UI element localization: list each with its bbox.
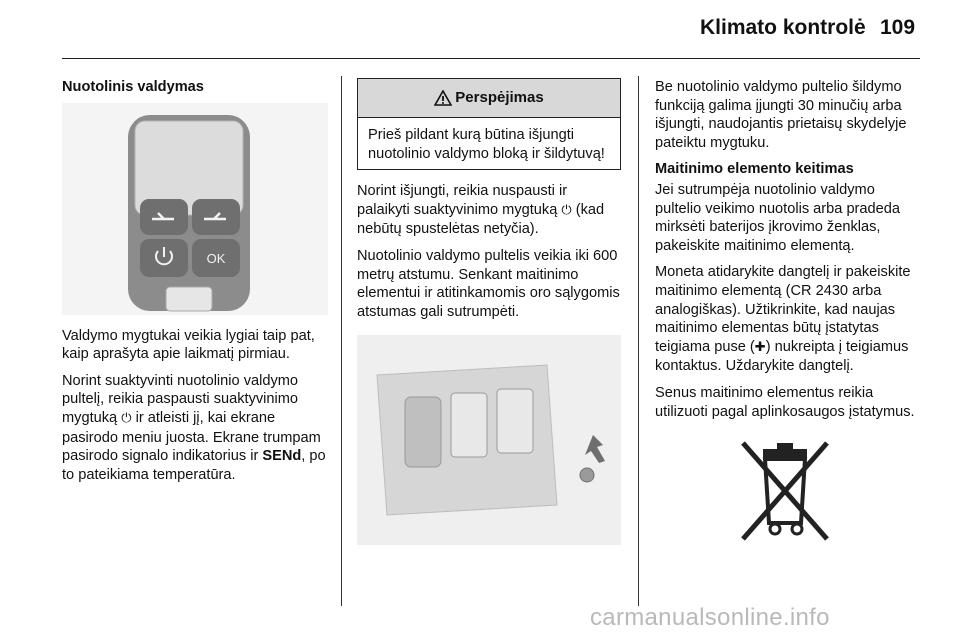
paragraph-text: ) nukreipta į teigiamus kontaktus. Uždarykite dangtelį.	[655, 338, 909, 375]
page-title: Klimato kontrolė	[700, 16, 866, 39]
dashboard-button-figure	[357, 335, 621, 545]
power-button	[140, 239, 188, 277]
paragraph-range: Nuotolinio valdymo pultelis veikia iki 600 metrų atstumu. Senkant maitinimo elementui ir atitinkamomis oro sąlygomis atstumas gali sutrumpėti.	[357, 247, 620, 320]
page-number: 109	[880, 16, 916, 39]
watermark: carmanualsonline.info	[590, 604, 830, 631]
warning-header	[358, 79, 620, 118]
paragraph-text: (kad nebūtų spustelėtas netyčia).	[357, 201, 605, 238]
column-1	[62, 78, 328, 492]
warning-text: Prieš pildant kurą būtina išjungti nuotolinio valdymo bloką ir šildytuvą!	[368, 127, 605, 162]
weee-recycle-bin-icon	[735, 435, 835, 553]
paragraph-text: , po to pateikiama temperatūra.	[62, 448, 326, 483]
warning-triangle-icon	[434, 90, 452, 106]
column-divider-2	[638, 76, 639, 606]
column-divider-1	[341, 76, 342, 606]
section-heading: Nuotolinis valdymas	[62, 79, 204, 95]
dashboard-illustration	[357, 335, 621, 545]
paragraph-text: Norint suaktyvinti nuotolinio valdymo pultelį, reikia paspausti suaktyvinimo mygtuką	[62, 372, 299, 426]
remote-control-figure	[62, 103, 328, 315]
warning-box	[357, 78, 621, 170]
power-symbol-icon: ⏻	[121, 410, 132, 426]
dial-switch	[405, 397, 441, 467]
left-arrow-button	[140, 199, 188, 235]
plus-symbol-icon: ✚	[754, 339, 766, 355]
paragraph-text: Norint išjungti, reikia nuspausti ir palaikyti suaktyvinimo mygtuką	[357, 183, 568, 218]
paragraph: Valdymo mygtukai veikia lygiai taip pat, kaip aprašyta apie laikmatį pirmiau.	[62, 327, 315, 363]
battery-cover	[166, 287, 212, 311]
paragraph-disposal: Senus maitinimo elementus reikia utilizuoti pagal aplinkosaugos įstatymus.	[655, 384, 915, 420]
paragraph-text: Moneta atidarykite dangtelį ir pakeiskite maitinimo elementą (CR 2430 arba analogiškas). Užtikrinkite, kad naujas maitinimo elementas būtų įstatytas teigiama puse (	[655, 264, 911, 355]
paragraph-text: ir atleisti jį, kai ekrane pasirodo meniu juosta. Ekrane trumpam pasirodo signalo indikatorius ir	[62, 409, 321, 465]
button-switch	[451, 393, 487, 457]
header-divider	[62, 58, 920, 59]
column-2	[357, 78, 621, 545]
ok-label: OK	[206, 250, 226, 266]
send-label: SENd	[262, 448, 302, 465]
column-3	[655, 78, 917, 559]
subsection-heading: Maitinimo elemento keitimas	[655, 161, 854, 178]
warning-title: Perspėjimas	[455, 88, 544, 106]
power-symbol-icon: ⏻	[561, 202, 572, 218]
paragraph-replace	[655, 263, 917, 376]
paragraph-activation	[62, 372, 328, 485]
paragraph-dashboard: Be nuotolinio valdymo pultelio šildymo funkciją galima įjungti 30 minučių arba išjungti, naudojantis prietaisų skydelyje pateiktu mygtuku.	[655, 79, 907, 151]
paragraph-battery: Jei sutrumpėja nuotolinio valdymo pultelio veikimo nuotolis arba pradeda mirksėti baterijos įkrovimo ženklas, pakeiskite maitinimo elementą.	[655, 181, 901, 254]
remote-control-illustration	[62, 103, 328, 315]
paragraph-deactivation	[357, 182, 621, 239]
heater-switch	[497, 389, 533, 453]
heater-button	[580, 468, 594, 482]
